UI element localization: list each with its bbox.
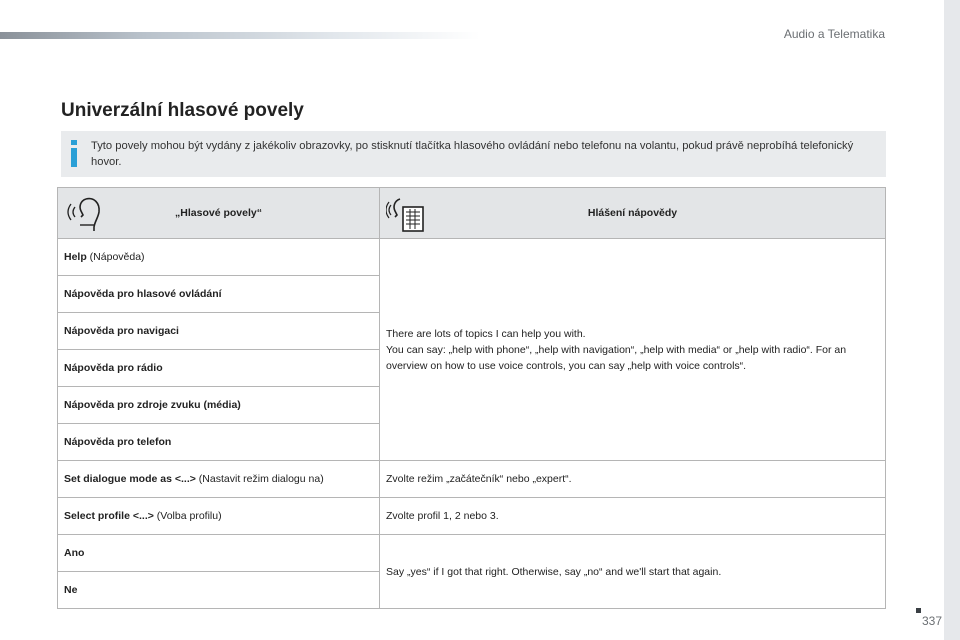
response-cell: Say „yes“ if I got that right. Otherwise, say „no“ and we'll start that again. (380, 535, 886, 609)
command-cell (58, 424, 380, 461)
command-bold: Nápověda pro telefon (64, 436, 172, 448)
response-cell: Zvolte profil 1, 2 nebo 3. (380, 498, 886, 535)
command-bold: Ne (64, 584, 78, 596)
page-number: 337 (921, 614, 942, 628)
table-header-row (58, 188, 886, 239)
voice-commands-table (57, 187, 886, 609)
table-row (58, 461, 886, 498)
table-header-help-messages (380, 188, 886, 239)
help-response-line2: You can say: „help with phone“, „help with navigation“, „help with media“ or „help with radio“. For an overview on how to use voice controls, you can say „help with voice controls“. (386, 343, 847, 372)
command-bold: Nápověda pro zdroje zvuku (média) (64, 399, 241, 411)
info-text: Tyto povely mohou být vydány z jakékoliv obrazovky, po stisknutí tlačítka hlasového ovládání nebo telefonu na volantu, pokud právě neprobíhá telefonický hovor. (91, 140, 854, 168)
page-marker (916, 608, 921, 613)
command-translation: (Nápověda) (86, 251, 145, 263)
command-translation: (Volba profilu) (153, 510, 222, 522)
table-row (58, 498, 886, 535)
table-row (58, 239, 886, 276)
help-response-cell (380, 239, 886, 461)
command-cell (58, 276, 380, 313)
command-translation: (Nastavit režim dialogu na) (195, 473, 324, 485)
command-bold: Select profile <...> (64, 510, 154, 522)
command-bold: Nápověda pro rádio (64, 362, 163, 374)
info-box (61, 131, 886, 177)
command-cell (58, 498, 380, 535)
info-icon (71, 140, 77, 167)
page-title: Univerzální hlasové povely (61, 100, 304, 121)
command-cell (58, 572, 380, 609)
help-message-icon (386, 195, 426, 233)
table-header-commands (58, 188, 380, 239)
help-messages-column-header: Hlášení nápovědy (587, 207, 678, 219)
command-cell (58, 461, 380, 498)
help-response-line1: There are lots of topics I can help you with. (386, 327, 586, 340)
command-bold: Nápověda pro hlasové ovládání (64, 288, 222, 300)
command-cell (58, 387, 380, 424)
command-bold: Nápověda pro navigaci (64, 325, 179, 337)
command-bold: Help (64, 251, 87, 263)
running-head: Audio a Telematika (783, 27, 885, 41)
command-bold: Set dialogue mode as <...> (64, 473, 196, 485)
table-row (58, 535, 886, 572)
command-cell (58, 313, 380, 350)
commands-column-header: „Hlasové povely“ (175, 207, 262, 219)
response-cell: Zvolte režim „začátečník“ nebo „expert“. (380, 461, 886, 498)
page-side-strip (944, 0, 960, 640)
command-cell (58, 239, 380, 276)
command-bold: Ano (64, 547, 85, 559)
command-cell (58, 350, 380, 387)
header-decoration-bar (0, 32, 480, 39)
command-cell (58, 535, 380, 572)
